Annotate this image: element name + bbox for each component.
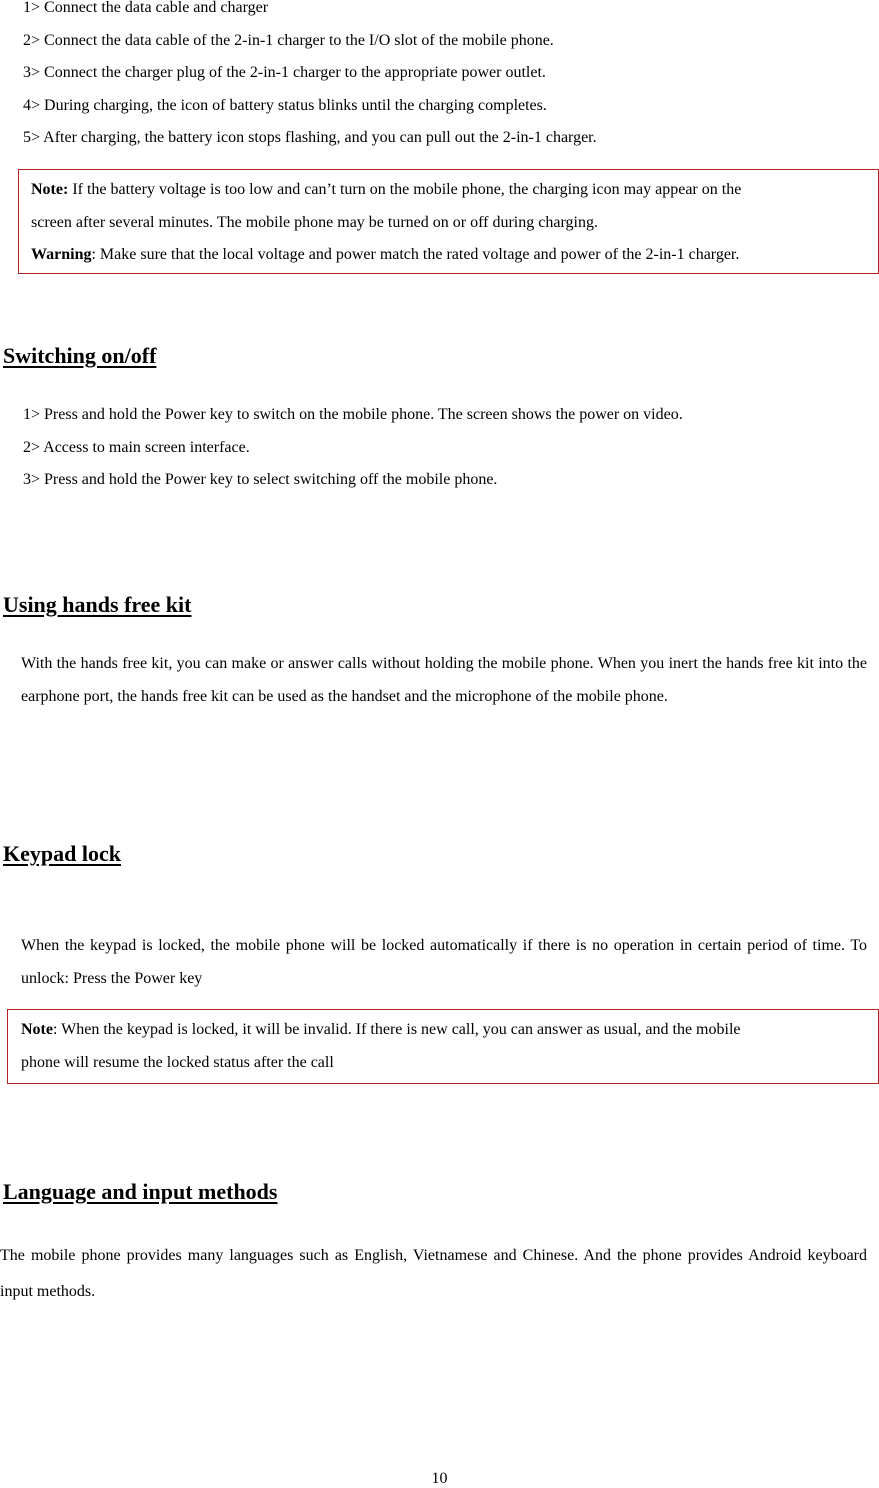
charging-step-4: 4> During charging, the icon of battery status blinks until the charging completes. xyxy=(23,97,547,114)
charging-warning-line xyxy=(31,239,868,272)
charging-note-line-2: screen after several minutes. The mobile phone may be turned on or off during charging. xyxy=(31,213,598,231)
switching-step-3: 3> Press and hold the Power key to select switching off the mobile phone. xyxy=(23,471,498,488)
note-label: Note: xyxy=(31,181,69,198)
page-number: 10 xyxy=(431,1470,448,1487)
charging-note-line-1 xyxy=(31,174,868,207)
charging-note-box xyxy=(18,169,879,274)
keypad-paragraph: When the keypad is locked, the mobile phone will be locked automatically if there is no operation in certain period of time. To unlock: Press the Power key xyxy=(21,937,867,987)
handsfree-paragraph: With the hands free kit, you can make or answer calls without holding the mobile phone. When you inert the hands free kit into the earphone port, the hands free kit can be used as the handset and the microphone of the mobile phone. xyxy=(21,655,867,705)
warning-text: : Make sure that the local voltage and power match the rated voltage and power of the 2-in-1 charger. xyxy=(91,246,740,263)
charging-step-2: 2> Connect the data cable of the 2-in-1 charger to the I/O slot of the mobile phone. xyxy=(23,32,554,49)
note-label: Note xyxy=(21,1021,53,1038)
charging-step-3: 3> Connect the charger plug of the 2-in-1 charger to the appropriate power outlet. xyxy=(23,64,546,81)
section-heading-switching: Switching on/off xyxy=(3,343,157,368)
charging-step-1: 1> Connect the data cable and charger xyxy=(23,0,269,16)
keypad-note-line-2: phone will resume the locked status after the call xyxy=(21,1053,334,1071)
keypad-note-line-1 xyxy=(21,1014,868,1047)
section-heading-keypad: Keypad lock xyxy=(3,841,121,866)
language-paragraph: The mobile phone provides many languages such as English, Vietnamese and Chinese. And the phone provides Android keyboard input methods. xyxy=(0,1247,867,1300)
note-text: If the battery voltage is too low and can’t turn on the mobile phone, the charging icon may appear on the xyxy=(68,181,742,198)
switching-step-2: 2> Access to main screen interface. xyxy=(23,439,250,456)
switching-step-1: 1> Press and hold the Power key to switch on the mobile phone. The screen shows the power on video. xyxy=(23,406,683,423)
keypad-note-box xyxy=(7,1009,879,1084)
section-heading-handsfree: Using hands free kit xyxy=(3,592,192,617)
charging-step-5: 5> After charging, the battery icon stops flashing, and you can pull out the 2-in-1 charger. xyxy=(23,129,597,146)
section-heading-language: Language and input methods xyxy=(3,1179,278,1204)
note-text: : When the keypad is locked, it will be invalid. If there is new call, you can answer as usual, and the mobile xyxy=(52,1021,741,1038)
warning-label: Warning xyxy=(31,246,92,263)
